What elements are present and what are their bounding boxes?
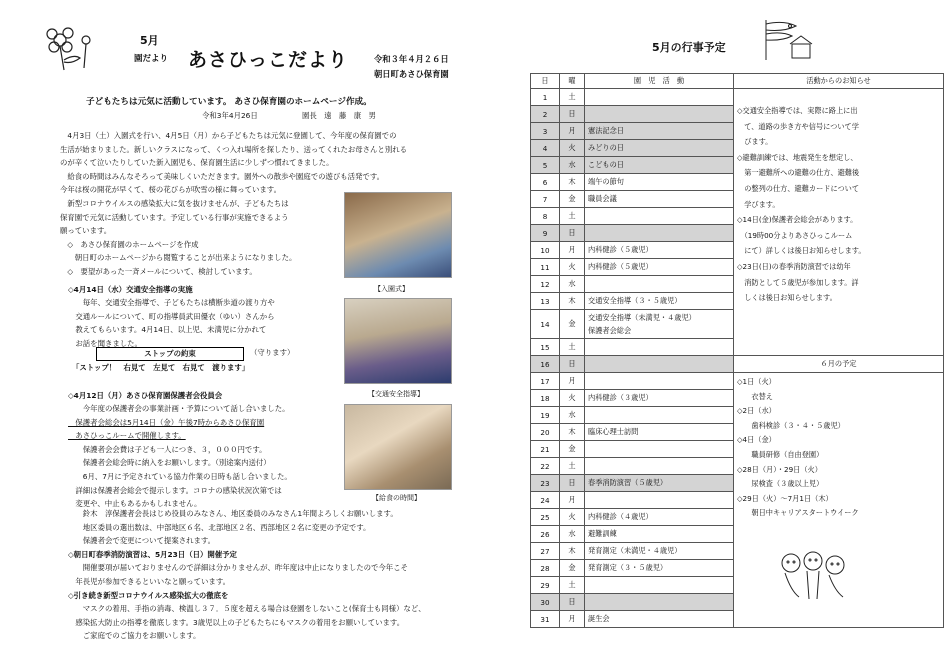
activity-cell bbox=[585, 242, 734, 259]
activity-cell bbox=[585, 225, 734, 242]
date-cell: 31 bbox=[531, 611, 560, 628]
date-cell: 1 bbox=[531, 89, 560, 106]
weekday-cell: 金 bbox=[560, 191, 585, 208]
weekday-cell: 火 bbox=[560, 509, 585, 526]
date-cell: 12 bbox=[531, 276, 560, 293]
activity-cell bbox=[585, 140, 734, 157]
table-row bbox=[531, 89, 944, 106]
text-line: 朝日町のホームページから閲覧することが出来ようになりました。 bbox=[60, 253, 297, 263]
activity-text: 避難訓練 bbox=[588, 529, 617, 538]
text-line: 詳細は保護者会総会で提示します。コロナの感染状況次第では bbox=[68, 485, 282, 495]
date-cell: 2 bbox=[531, 106, 560, 123]
notice-line: の整列の仕方、避難カードについて bbox=[737, 183, 860, 193]
weekday-cell: 日 bbox=[560, 475, 585, 492]
notice-line: ◇23日(日)の春季消防演習では幼年 bbox=[737, 261, 851, 271]
june-event-line: 職員研修（自由登園） bbox=[737, 449, 824, 459]
header-date: 日 bbox=[531, 74, 560, 89]
carp-streamer-icon bbox=[762, 18, 814, 62]
activity-cell bbox=[585, 339, 734, 356]
june-event-line: 歯科検診（３・４・５歳児） bbox=[737, 420, 845, 430]
activity-cell bbox=[585, 424, 734, 441]
text-line: 地区委員の選出数は、中部地区６名、北部地区２名、西部地区２名に変更の予定です。 bbox=[68, 522, 371, 532]
date-cell: 11 bbox=[531, 259, 560, 276]
date-cell: 4 bbox=[531, 140, 560, 157]
activity-text: 内科健診（４歳児） bbox=[588, 512, 653, 521]
june-event-line: ◇29日（火）～7月1日（木） bbox=[737, 493, 833, 503]
text-line: 交通ルールについて、町の指導員武田優衣（ゆい）さんから bbox=[68, 311, 275, 321]
weekday-cell: 水 bbox=[560, 157, 585, 174]
header-activity: 園 児 活 動 bbox=[585, 74, 734, 89]
date-cell: 14 bbox=[531, 310, 560, 339]
newsletter-label: 園だより bbox=[134, 54, 169, 64]
june-event-line: ◇1日（火） bbox=[737, 377, 776, 386]
weekday-cell: 月 bbox=[560, 611, 585, 628]
activity-text: 春季消防演習（５歳児） bbox=[588, 478, 668, 487]
activity-cell bbox=[585, 526, 734, 543]
promise-suffix: （守ります） bbox=[250, 348, 295, 357]
headline: 子どもたちは元気に活動しています。 あさひ保育園のホームページ作成。 bbox=[86, 97, 372, 107]
text-line: ◇引き続き新型コロナウイルス感染拡大の徹底を bbox=[68, 590, 229, 600]
activity-cell bbox=[585, 208, 734, 225]
date-cell: 19 bbox=[531, 407, 560, 424]
children-illustration-icon bbox=[773, 547, 853, 603]
date-cell: 27 bbox=[531, 543, 560, 560]
weekday-cell: 土 bbox=[560, 577, 585, 594]
date-cell: 16 bbox=[531, 356, 560, 373]
activity-text: 職員会議 bbox=[588, 194, 617, 203]
weekday-cell: 月 bbox=[560, 373, 585, 390]
weekday-cell: 火 bbox=[560, 140, 585, 157]
date-cell: 15 bbox=[531, 339, 560, 356]
activity-text: 発育測定（未満児・４歳児） bbox=[588, 546, 682, 555]
activity-text: 内科健診（５歳児） bbox=[588, 262, 653, 271]
weekday-cell: 金 bbox=[560, 310, 585, 339]
section-traffic: ◇4月14日（水）交通安全指導の実施 bbox=[68, 285, 193, 294]
activity-cell bbox=[585, 356, 734, 373]
weekday-cell: 金 bbox=[560, 560, 585, 577]
text-line: 保護者会会費は子ども一人につき、３，０００円です。 bbox=[68, 444, 267, 454]
activity-text: 交通安全指導（３・５歳児） bbox=[588, 296, 682, 305]
weekday-cell: 日 bbox=[560, 225, 585, 242]
text-line: 新型コロナウイルスの感染拡大に気を抜けませんが、子どもたちは bbox=[60, 198, 289, 208]
caption-lunch: 【給食の時間】 bbox=[372, 494, 421, 502]
weekday-cell: 水 bbox=[560, 276, 585, 293]
june-event-line: ◇4日（金） bbox=[737, 435, 776, 445]
date-cell: 24 bbox=[531, 492, 560, 509]
date-cell: 10 bbox=[531, 242, 560, 259]
lunch-time-photo bbox=[344, 404, 452, 490]
text-line: 年長児が参加できるといいなと願っています。 bbox=[68, 576, 231, 586]
text-line: ◇ あさひ保育園のホームページを作成 bbox=[60, 239, 199, 249]
date-cell: 6 bbox=[531, 174, 560, 191]
table-row bbox=[531, 356, 944, 373]
activity-cell bbox=[585, 259, 734, 276]
date-cell: 9 bbox=[531, 225, 560, 242]
byline-date: 令和3年4月26日 bbox=[202, 111, 258, 120]
date-cell: 30 bbox=[531, 594, 560, 611]
text-line: ご家庭でのご協力をお願いします。 bbox=[68, 631, 201, 641]
notice-line: （19時00分よりあさひっこルーム bbox=[737, 230, 853, 240]
activity-cell bbox=[585, 509, 734, 526]
text-line: 保護者会総会は5月14日（金）午後7時からあさひ保育園 bbox=[68, 417, 265, 427]
notice-line: ◇14日(金)保護者会総会があります。 bbox=[737, 215, 858, 225]
weekday-cell: 月 bbox=[560, 242, 585, 259]
june-event-line: ◇2日（水） bbox=[737, 406, 776, 416]
text-line: 保護者会総会時に納入をお願いします。（別途案内送付） bbox=[68, 458, 271, 468]
text-line: 鈴木 淳保護者会長はじめ役員のみなさん、地区委員のみなさん1年間よろしくお願いします。 bbox=[68, 509, 398, 518]
activity-text: 憲法記念日 bbox=[588, 126, 624, 135]
text-line: 保護者会で変更について提案されます。 bbox=[68, 536, 216, 546]
activity-cell bbox=[585, 543, 734, 560]
month-label: 5月 bbox=[140, 34, 159, 47]
activity-text: 内科健診（３歳児） bbox=[588, 393, 653, 402]
section-parents: ◇4月12日（月）あさひ保育園保護者会役員会 bbox=[68, 391, 223, 400]
date-cell: 28 bbox=[531, 560, 560, 577]
weekday-cell: 土 bbox=[560, 208, 585, 225]
weekday-cell: 月 bbox=[560, 123, 585, 140]
weekday-cell: 木 bbox=[560, 543, 585, 560]
notices-cell bbox=[734, 89, 944, 356]
date-cell: 13 bbox=[531, 293, 560, 310]
june-event-line: 朝日中キャリアスタートウイーク bbox=[737, 508, 859, 518]
newsletter-title: あさひっこだより bbox=[188, 49, 349, 71]
text-line: 4月3日（土）入園式を行い、4月5日（月）から子どもたちは元気に登園して、今年度の保育園での bbox=[60, 131, 397, 140]
text-line: 教えてもらいます。4月14日、以上児、未満児に分かれて bbox=[68, 325, 267, 335]
date-cell: 5 bbox=[531, 157, 560, 174]
date-cell: 3 bbox=[531, 123, 560, 140]
weekday-cell: 土 bbox=[560, 458, 585, 475]
activity-cell bbox=[585, 157, 734, 174]
weekday-cell: 火 bbox=[560, 390, 585, 407]
weekday-cell: 木 bbox=[560, 293, 585, 310]
traffic-text bbox=[68, 296, 275, 350]
date-cell: 18 bbox=[531, 390, 560, 407]
activity-cell bbox=[585, 407, 734, 424]
text-line: マスクの着用、手指の消毒、検温し３７．５度を超える場合は登園をしないこと(保育士も同様）など、 bbox=[68, 604, 426, 614]
text-line: ◇朝日町春季消防演習は、5月23日（日）開催予定 bbox=[68, 549, 237, 559]
weekday-cell: 火 bbox=[560, 259, 585, 276]
activity-cell bbox=[585, 373, 734, 390]
june-event-line: 尿検査（３歳以上児） bbox=[737, 479, 824, 489]
activity-cell bbox=[585, 458, 734, 475]
issue-date: 令和３年４月２６日 bbox=[374, 54, 449, 64]
publisher-name: 朝日町あさひ保育園 bbox=[374, 69, 449, 79]
june-event-line: ◇28日（月）・29日（火） bbox=[737, 464, 822, 474]
header-weekday: 曜 bbox=[560, 74, 585, 89]
activity-text: 内科健診（５歳児） bbox=[588, 245, 653, 254]
date-cell: 7 bbox=[531, 191, 560, 208]
byline-name: 園長 遠 藤 康 男 bbox=[302, 111, 376, 120]
activity-cell bbox=[585, 611, 734, 628]
activity-cell bbox=[585, 191, 734, 208]
date-cell: 23 bbox=[531, 475, 560, 492]
text-line: 今年度の保護者会の事業計画・予算について話し合いました。 bbox=[68, 404, 290, 413]
text-line: 生活が始まりました。新しいクラスになって、くつ入れ場所を探したり、送ってくれたお母さんと別れる bbox=[60, 144, 407, 154]
activity-text: みどりの日 bbox=[588, 143, 624, 152]
notice-line: しくは後日お知らせします。 bbox=[737, 293, 837, 303]
weekday-cell: 水 bbox=[560, 526, 585, 543]
notice-line: て、道路の歩き方や信号について学 bbox=[737, 121, 859, 131]
activity-text: 臨床心理士訪問 bbox=[588, 427, 639, 436]
june-heading: ６月の予定 bbox=[734, 356, 944, 373]
activity-cell bbox=[585, 293, 734, 310]
flower-illustration-icon bbox=[42, 22, 100, 72]
entrance-ceremony-photo bbox=[344, 192, 452, 278]
activity-cell bbox=[585, 276, 734, 293]
date-cell: 8 bbox=[531, 208, 560, 225]
activity-text: 交通安全指導（未満児・４歳児） bbox=[588, 313, 696, 322]
header-notices: 活動からのお知らせ bbox=[734, 74, 944, 89]
activity-cell bbox=[585, 123, 734, 140]
date-cell: 25 bbox=[531, 509, 560, 526]
schedule-title: 5月の行事予定 bbox=[652, 41, 726, 54]
weekday-cell: 日 bbox=[560, 106, 585, 123]
text-line: 今年は桜の開花が早くて、桜の花びらが吹雪の様に舞っています。 bbox=[60, 185, 281, 195]
activity-cell bbox=[585, 89, 734, 106]
activity-text: こどもの日 bbox=[588, 160, 624, 169]
weekday-cell: 日 bbox=[560, 356, 585, 373]
date-cell: 17 bbox=[531, 373, 560, 390]
activity-text: 発育測定（３・５歳児） bbox=[588, 563, 668, 572]
promise-text: 「ストップ！ 右見て 左見て 右見て 渡ります」 bbox=[72, 363, 250, 372]
activity-cell bbox=[585, 174, 734, 191]
closing-text bbox=[68, 507, 426, 643]
text-line: 開催要項が届いておりませんので詳細は分かりませんが、昨年度は中止になりましたので今年こそ bbox=[68, 563, 408, 573]
weekday-cell: 月 bbox=[560, 492, 585, 509]
notice-line: 第一避難所への避難の仕方、避難後 bbox=[737, 168, 860, 178]
notice-line: びます。 bbox=[737, 137, 773, 147]
date-cell: 20 bbox=[531, 424, 560, 441]
notice-line: にて）詳しくは後日お知らせします。 bbox=[737, 246, 866, 256]
notice-line: 消防として５歳児が参加します。詳 bbox=[737, 277, 859, 287]
activity-cell bbox=[585, 594, 734, 611]
notice-line: 学びます。 bbox=[737, 199, 780, 209]
table-row bbox=[531, 373, 944, 390]
text-line: 給食の時間はみんなそろって美味しくいただきます。園外への散歩や園庭での遊びも活発です。 bbox=[60, 171, 385, 181]
date-cell: 29 bbox=[531, 577, 560, 594]
table-header-row bbox=[531, 74, 944, 89]
caption-entrance: 【入園式】 bbox=[374, 285, 409, 293]
date-cell: 22 bbox=[531, 458, 560, 475]
parents-text bbox=[68, 402, 292, 511]
schedule-page bbox=[530, 0, 946, 667]
text-line: 感染拡大防止の指導を徹底します。3歳児以上の子どもたちにもマスクの着用をお願いしています。 bbox=[68, 617, 405, 627]
date-cell: 21 bbox=[531, 441, 560, 458]
text-line: 変更や、中止もあるかもしれません。 bbox=[68, 499, 202, 509]
activity-cell bbox=[585, 106, 734, 123]
activity-cell bbox=[585, 475, 734, 492]
text-line: 願っています。 bbox=[60, 226, 112, 236]
activity-cell bbox=[585, 577, 734, 594]
weekday-cell: 水 bbox=[560, 407, 585, 424]
weekday-cell: 土 bbox=[560, 339, 585, 356]
date-cell: 26 bbox=[531, 526, 560, 543]
weekday-cell: 日 bbox=[560, 594, 585, 611]
promise-box: ストップの約束 bbox=[96, 347, 244, 361]
activity-text: 端午の節句 bbox=[588, 177, 624, 186]
text-line: 毎年、交通安全指導で、子どもたちは横断歩道の渡り方や bbox=[68, 298, 275, 307]
traffic-safety-photo bbox=[344, 298, 452, 384]
text-line: 6月、7月に予定されている協力作業の日時も話し合いました。 bbox=[68, 471, 292, 481]
activity-cell bbox=[585, 441, 734, 458]
notice-line: ◇交通安全指導では、実際に路上に出 bbox=[737, 106, 858, 115]
text-line: お話を聞きました。 bbox=[68, 338, 142, 348]
june-event-line: 衣替え bbox=[737, 391, 773, 401]
weekday-cell: 金 bbox=[560, 441, 585, 458]
weekday-cell: 木 bbox=[560, 174, 585, 191]
activity-text: 保護者会総会 bbox=[588, 326, 632, 335]
text-line: 保育園で元気に活動しています。予定している行事が実施できるよう bbox=[60, 212, 289, 222]
schedule-table bbox=[530, 73, 944, 628]
notice-line: ◇避難訓練では、地震発生を想定し、 bbox=[737, 152, 858, 162]
text-line: あさひっこルームで開催します。 bbox=[68, 431, 186, 441]
caption-traffic: 【交通安全指導】 bbox=[368, 390, 424, 398]
activity-cell bbox=[585, 310, 734, 339]
text-line: ◇ 要望があった一斉メールについて、検討しています。 bbox=[60, 266, 257, 276]
weekday-cell: 木 bbox=[560, 424, 585, 441]
activity-cell bbox=[585, 492, 734, 509]
activity-text: 誕生会 bbox=[588, 614, 610, 623]
activity-cell bbox=[585, 560, 734, 577]
activity-cell bbox=[585, 390, 734, 407]
weekday-cell: 土 bbox=[560, 89, 585, 106]
june-schedule-cell bbox=[734, 373, 944, 628]
text-line: のが辛くて泣いたりしていた新入園児も、保育園生活に少しずつ慣れてきました。 bbox=[60, 158, 334, 168]
